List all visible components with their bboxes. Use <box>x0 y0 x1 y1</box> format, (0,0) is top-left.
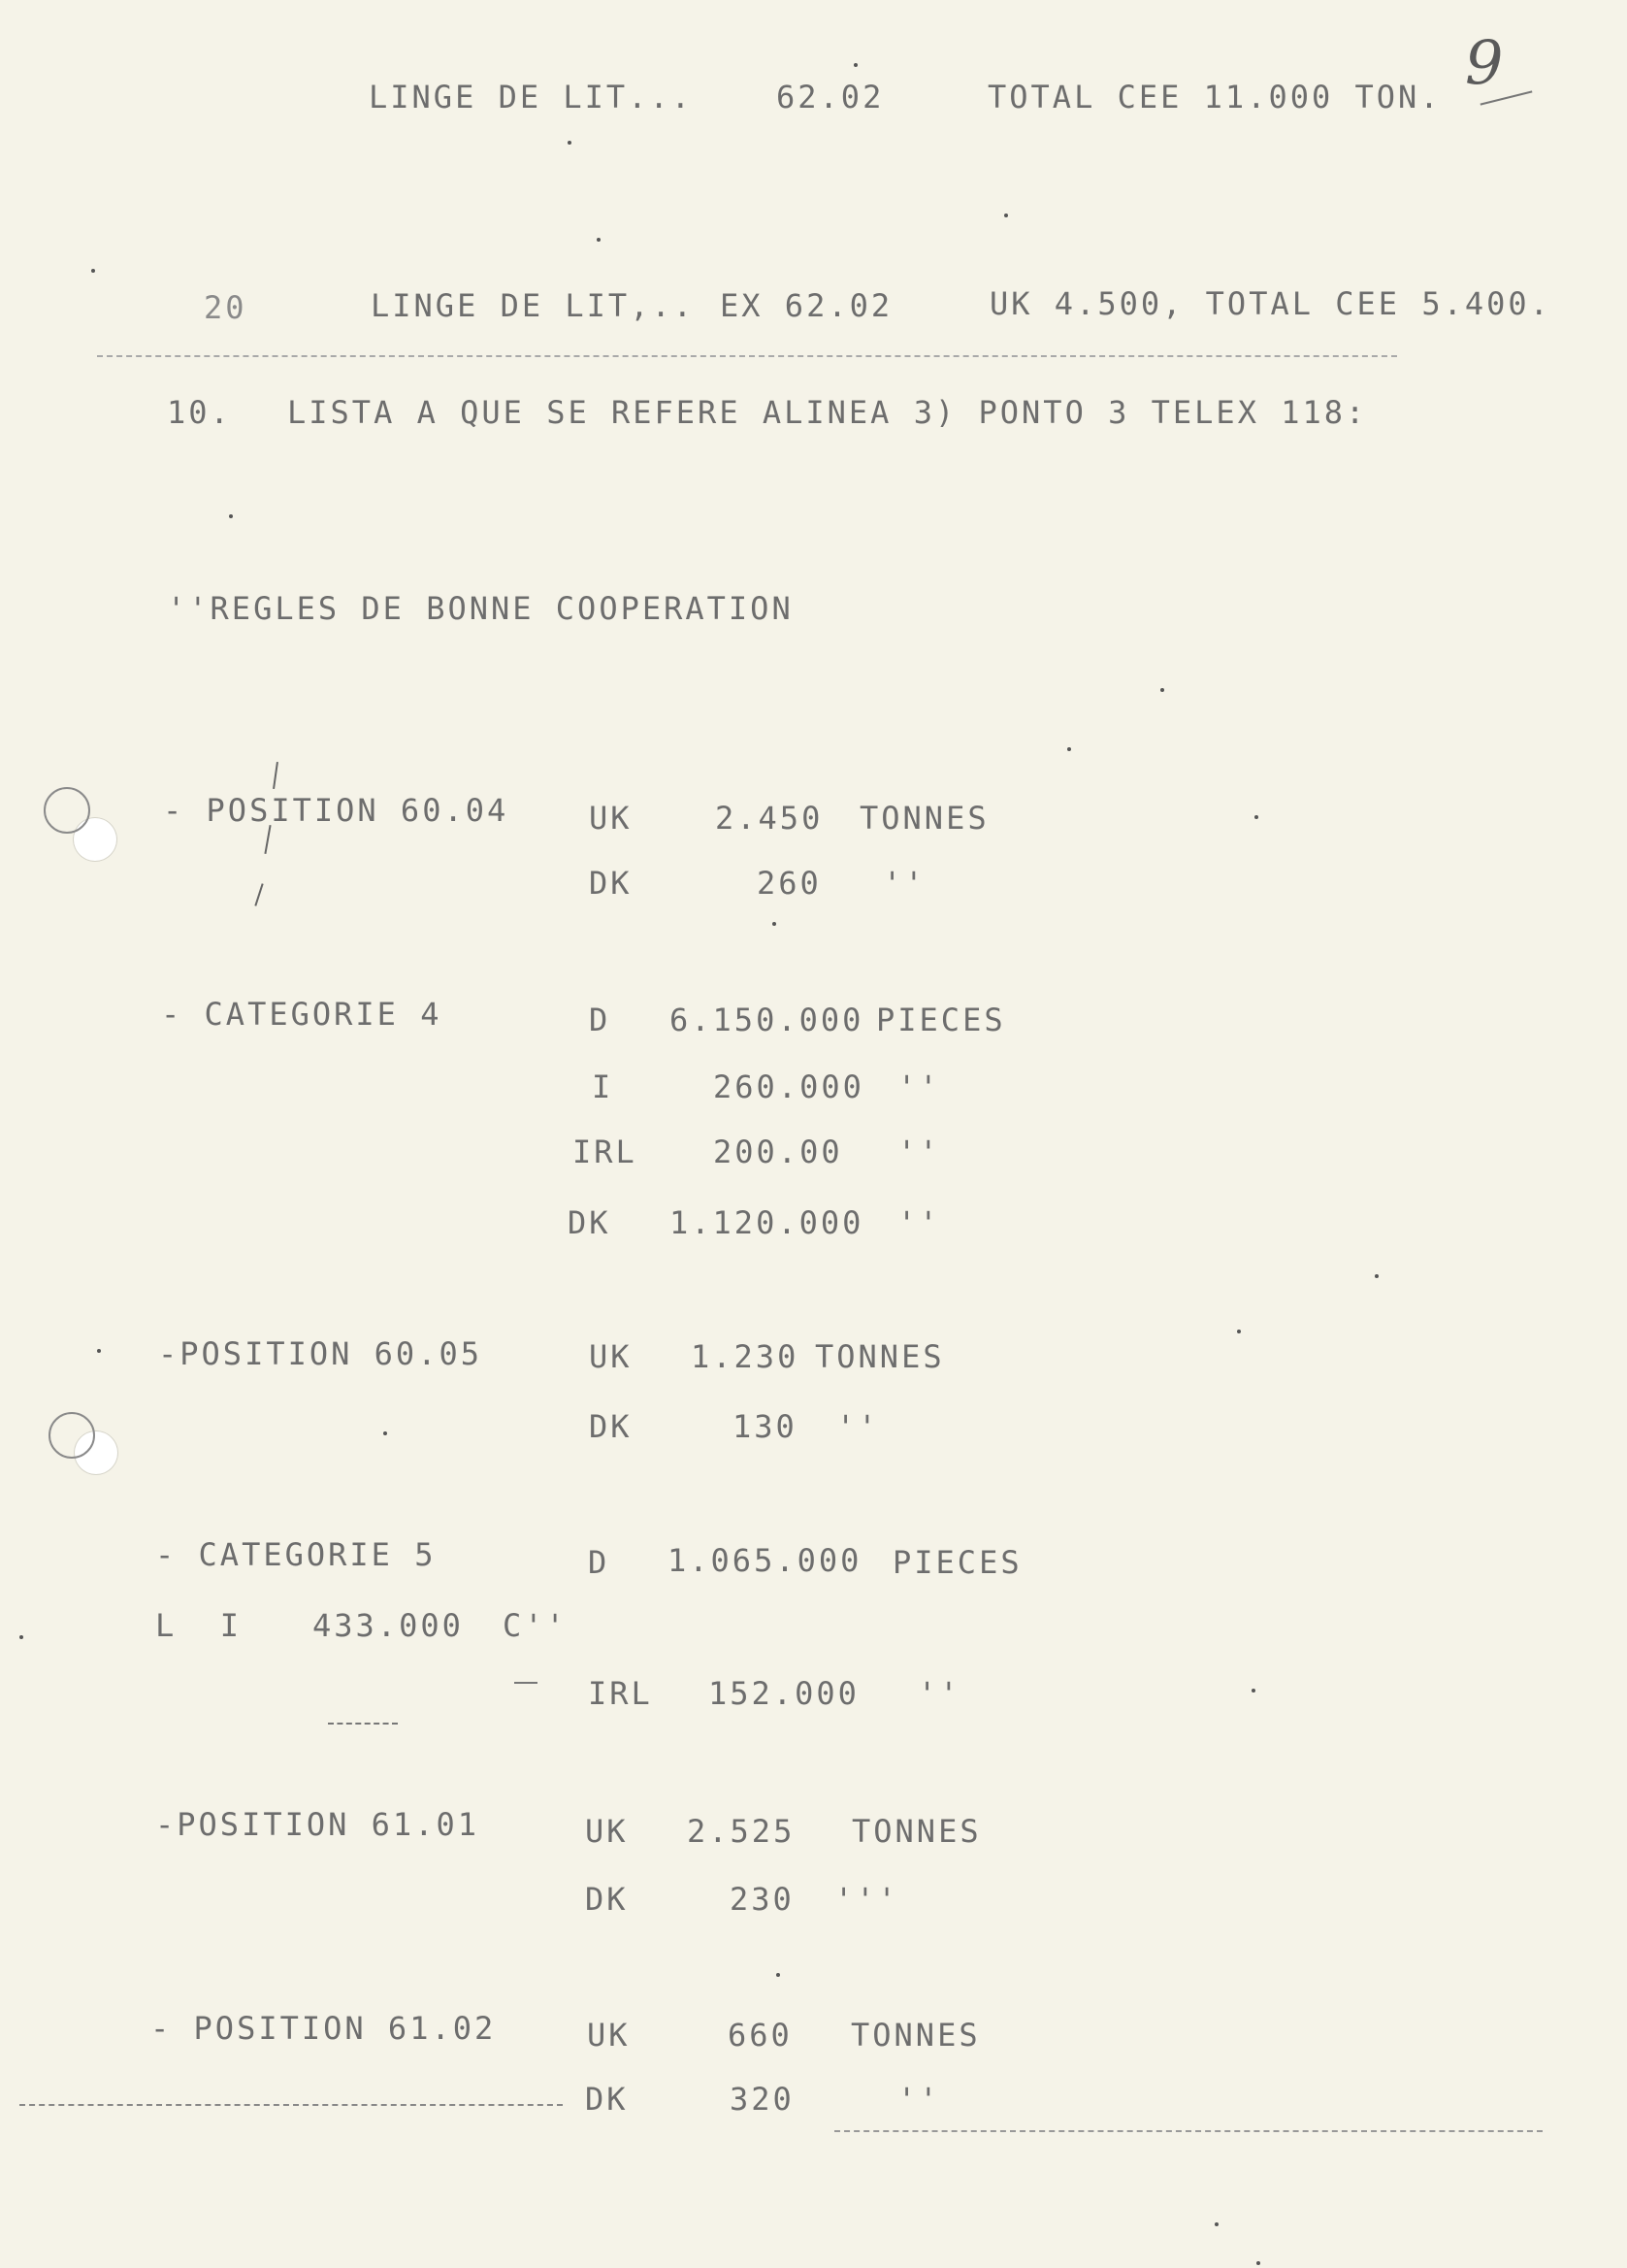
entry-qty: 1.065.000 <box>667 1542 862 1579</box>
entry-country: UK <box>585 1813 629 1850</box>
entry-label: -POSITION 61.01 <box>155 1806 479 1843</box>
speck <box>597 238 601 242</box>
entry-unit: PIECES <box>876 1002 1006 1038</box>
line2-label: LINGE DE LIT,.. <box>371 287 695 324</box>
pen-circle-mark <box>49 1412 95 1459</box>
entry-country: UK <box>589 1338 633 1375</box>
line1-label: LINGE DE LIT... <box>369 79 693 115</box>
entry-qty: 2.450 <box>715 800 824 837</box>
entry-qty: 260.000 <box>713 1068 864 1105</box>
heading-text: LISTA A QUE SE REFERE ALINEA 3) PONTO 3 TELEX 118: <box>287 394 1368 431</box>
stray-mark <box>328 1723 398 1725</box>
entry-unit: '' <box>897 1204 941 1241</box>
entry-qty: 152.000 <box>708 1675 860 1712</box>
entry-qty: 2.525 <box>687 1813 796 1850</box>
entry-qty: 660 <box>728 2017 793 2054</box>
speck <box>854 63 858 67</box>
entry-label: - CATEGORIE 4 <box>161 996 442 1033</box>
entry-qty: 200.00 <box>713 1134 843 1170</box>
speck <box>383 1431 387 1435</box>
entry-unit: '' <box>897 1068 941 1105</box>
speck <box>1237 1330 1241 1333</box>
entry-qty: 6.150.000 <box>669 1002 864 1038</box>
speck <box>1004 214 1008 217</box>
entry-country: DK <box>589 1408 633 1445</box>
entry-country: D <box>588 1544 610 1581</box>
speck <box>1252 1689 1255 1693</box>
page-number: 9 <box>1465 27 1504 98</box>
speck <box>1375 1274 1379 1278</box>
speck <box>1254 815 1258 819</box>
line2-code: EX 62.02 <box>720 287 894 324</box>
entry-country: L I <box>155 1607 243 1644</box>
entry-unit: TONNES <box>852 1813 982 1850</box>
entry-label: -POSITION 60.05 <box>158 1335 482 1372</box>
entry-unit: '' <box>836 1408 880 1445</box>
speck <box>229 514 233 518</box>
entry-country: IRL <box>588 1675 653 1712</box>
entry-unit: TONNES <box>851 2017 981 2054</box>
speck <box>772 922 776 926</box>
line2-number: 20 <box>204 289 247 326</box>
entry-label: - CATEGORIE 5 <box>155 1536 437 1573</box>
entry-qty: 130 <box>732 1408 797 1445</box>
line2-total: UK 4.500, TOTAL CEE 5.400. <box>990 285 1551 322</box>
speck <box>1067 747 1071 751</box>
line1-total: TOTAL CEE 11.000 TON. <box>988 79 1442 115</box>
bottom-dashed-line <box>19 2104 563 2106</box>
speck <box>97 1349 101 1353</box>
pen-tick <box>254 883 263 905</box>
line1-code: 62.02 <box>776 79 885 115</box>
entry-country: UK <box>589 800 633 837</box>
entry-unit: '' <box>883 865 927 902</box>
entry-qty: 1.230 <box>691 1338 799 1375</box>
entry-unit: TONNES <box>860 800 990 837</box>
entry-unit: C'' <box>503 1607 568 1644</box>
entry-country: DK <box>585 2081 629 2118</box>
entry-qty: 433.000 <box>312 1607 464 1644</box>
entry-country: UK <box>587 2017 631 2054</box>
entry-qty: 230 <box>730 1881 795 1918</box>
entry-unit: '' <box>897 1134 941 1170</box>
entry-unit: PIECES <box>893 1544 1023 1581</box>
entry-country: DK <box>589 865 633 902</box>
entry-label: - POSITION 60.04 <box>163 792 509 829</box>
entry-country: I <box>592 1068 614 1105</box>
entry-qty: 260 <box>757 865 822 902</box>
speck <box>1256 2261 1260 2265</box>
speck <box>19 1635 23 1639</box>
speck <box>776 1973 780 1977</box>
entry-qty: 1.120.000 <box>669 1204 864 1241</box>
bottom-dashed-line <box>834 2130 1543 2132</box>
entry-unit: '' <box>897 2081 941 2118</box>
entry-qty: 320 <box>730 2081 795 2118</box>
entry-country: DK <box>568 1204 611 1241</box>
entry-unit: '' <box>918 1675 961 1712</box>
speck <box>568 141 571 145</box>
speck <box>1215 2222 1219 2226</box>
speck <box>1160 688 1164 692</box>
entry-unit: TONNES <box>815 1338 945 1375</box>
stray-mark <box>514 1682 537 1684</box>
pen-tick <box>273 762 278 789</box>
entry-unit: ''' <box>834 1881 899 1918</box>
separator-line <box>97 355 1397 357</box>
speck <box>91 269 95 273</box>
entry-label: - POSITION 61.02 <box>150 2010 497 2047</box>
pen-circle-mark <box>44 787 90 834</box>
entry-country: IRL <box>572 1134 637 1170</box>
heading-number: 10. <box>167 394 232 431</box>
subtitle: ''REGLES DE BONNE COOPERATION <box>167 590 794 627</box>
entry-country: D <box>589 1002 611 1038</box>
entry-country: DK <box>585 1881 629 1918</box>
